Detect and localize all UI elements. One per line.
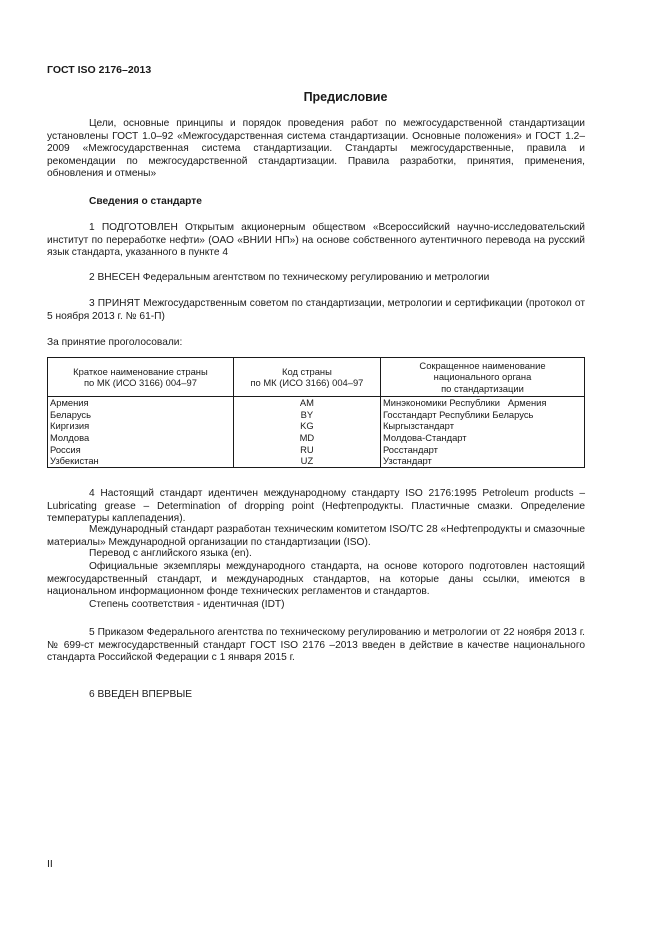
table-row	[48, 432, 585, 444]
voted-label: За принятие проголосовали:	[47, 337, 183, 348]
item-4-paragraph: 4 Настоящий стандарт идентичен международному стандарту ISO 2176:1995 Petroleum products – Lubricating grease – Determination of dropping point (Нефтепродукты. Пластичные смазки. Определение температуры каплепадения).	[47, 488, 585, 525]
item-2-paragraph: 2 ВНЕСЕН Федеральным агентством по техническому регулированию и метрологии	[89, 272, 490, 283]
item-1-paragraph: 1 ПОДГОТОВЛЕН Открытым акционерным обществом «Всероссийский научно-исследовательский институт по переработке нефти» (ОАО «ВНИИ НП») на основе собственного аутентичного перевода на русский язык стандарта, указанного в пункте 4	[47, 222, 585, 259]
country-name: Узбекистан	[48, 455, 234, 467]
national-organ: Госстандарт Республики Беларусь	[380, 409, 584, 421]
item-6-paragraph: 6 ВВЕДЕН ВПЕРВЫЕ	[89, 689, 193, 700]
country-name: Армения	[48, 397, 234, 409]
header-organ-line-3: по стандартизации	[441, 382, 524, 394]
country-name: Киргизия	[48, 420, 234, 432]
country-code: MD	[233, 432, 380, 444]
standard-code: ГОСТ ISO 2176–2013	[47, 64, 152, 76]
country-code: KG	[233, 420, 380, 432]
country-code: RU	[233, 443, 380, 455]
national-organ: Росстандарт	[380, 443, 584, 455]
national-organ: Минэкономики Республики Армения	[380, 397, 584, 409]
item-4-committee-paragraph: Международный стандарт разработан техническим комитетом ISO/TC 28 «Нефтепродукты и смазочные материалы» Международной организации по стандартизации (ISO).	[47, 524, 585, 548]
page-title: Предисловие	[303, 90, 388, 104]
national-organ: Кыргызстандарт	[380, 420, 584, 432]
national-organ: Узстандарт	[380, 455, 584, 467]
item-4-translation-paragraph: Перевод с английского языка (en).	[89, 548, 252, 559]
header-code-line-2: по МК (ИСО 3166) 004–97	[250, 377, 364, 388]
country-code: AM	[233, 397, 380, 409]
table-row	[48, 420, 585, 432]
country-name: Молдова	[48, 432, 234, 444]
voting-table	[47, 357, 585, 468]
header-organ-line-2: национального органа	[433, 371, 532, 383]
item-4-conformity-paragraph: Степень соответствия - идентичная (IDT)	[89, 599, 285, 610]
item-3-paragraph: 3 ПРИНЯТ Межгосударственным советом по стандартизации, метрологии и сертификации (протокол от 5 ноября 2013 г. № 61-П)	[47, 298, 585, 322]
national-organ: Молдова-Стандарт	[380, 432, 584, 444]
header-country-line-2: по МК (ИСО 3166) 004–97	[83, 377, 197, 388]
header-country-line-1: Краткое наименование страны	[73, 365, 208, 377]
country-name: Беларусь	[48, 409, 234, 421]
country-code: UZ	[233, 455, 380, 467]
section-subheading: Сведения о стандарте	[89, 196, 202, 207]
intro-paragraph: Цели, основные принципы и порядок проведения работ по межгосударственной стандартизации установлены ГОСТ 1.0–92 «Межгосударственная система стандартизации. Основные положения» и ГОСТ 1.2–2009 «Межгосударственная система стандартизации. Стандарты межгосударственные, правила и рекомендации по межгосударственной стандартизации. Правила разработки, принятия, применения, обновления и отмены»	[47, 118, 585, 180]
header-code	[233, 358, 380, 397]
header-code-line-1: Код страны	[281, 365, 332, 377]
header-country	[48, 358, 234, 397]
item-5-paragraph: 5 Приказом Федерального агентства по техническому регулированию и метрологии от 22 ноября 2013 г. № 699-ст межгосударственный стандарт ГОСТ ISO 2176 –2013 введен в действие в качестве национального стандарта Российской Федерации с 1 января 2015 г.	[47, 627, 585, 664]
table-row	[48, 397, 585, 409]
table-header-row	[48, 358, 585, 397]
table-row	[48, 443, 585, 455]
table-row	[48, 409, 585, 421]
header-organ-line-1: Сокращенное наименование	[419, 360, 546, 372]
country-code: BY	[233, 409, 380, 421]
header-organ	[380, 358, 584, 397]
country-name: Россия	[48, 443, 234, 455]
table-row	[48, 455, 585, 467]
page-number: II	[47, 858, 53, 870]
item-4-copies-paragraph: Официальные экземпляры международного стандарта, на основе которого подготовлен настоящий межгосударственный стандарт, и международных стандартов, на которые даны ссылки, имеются в национальном информационном фонде технических регламентов и стандартов.	[47, 561, 585, 598]
